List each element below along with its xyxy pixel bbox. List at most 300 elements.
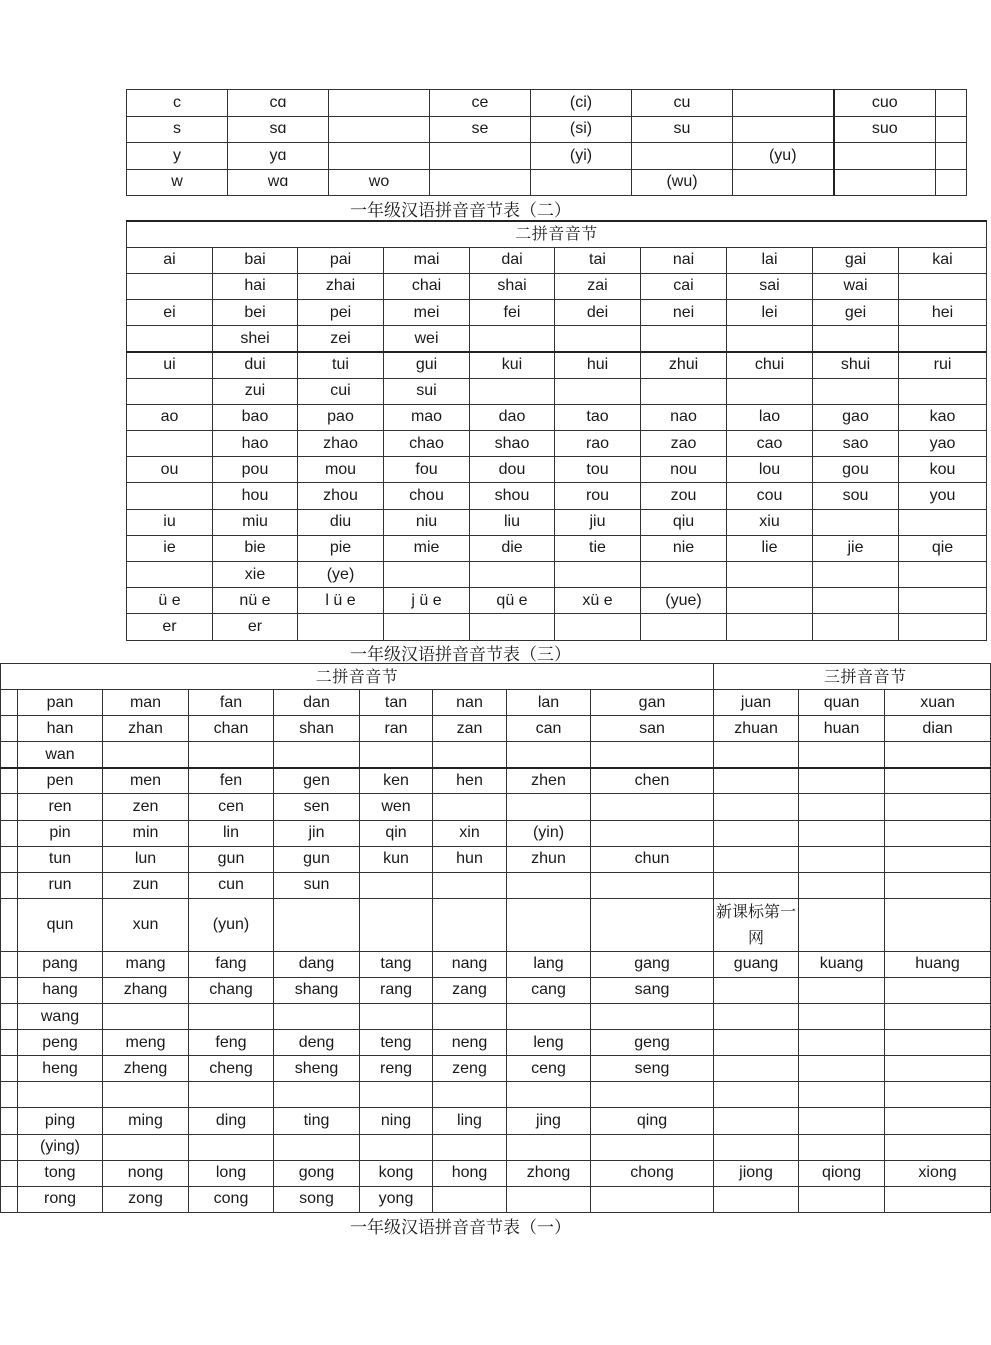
syllable-cell <box>470 378 555 404</box>
syllable-cell: rou <box>555 483 641 509</box>
syllable-cell: s <box>127 116 228 143</box>
syllable-cell: mie <box>384 535 470 561</box>
syllable-cell <box>714 1030 799 1056</box>
syllable-cell <box>714 768 799 794</box>
syllable-cell: nan <box>433 690 507 716</box>
syllable-cell <box>733 90 834 117</box>
syllable-cell <box>360 742 433 768</box>
syllable-cell: yɑ <box>228 143 329 170</box>
syllable-cell <box>899 588 987 614</box>
table-row <box>1 690 991 716</box>
syllable-cell: ming <box>103 1108 189 1134</box>
syllable-cell: gan <box>591 690 714 716</box>
syllable-cell: xun <box>103 898 189 951</box>
syllable-cell: suo <box>834 116 936 143</box>
syllable-cell <box>433 1134 507 1160</box>
syllable-cell <box>813 614 899 640</box>
syllable-cell: shou <box>470 483 555 509</box>
syllable-cell <box>507 794 591 820</box>
syllable-cell: cheng <box>189 1056 274 1082</box>
syllable-cell <box>1 1082 18 1108</box>
syllable-cell <box>274 742 360 768</box>
syllable-cell: sai <box>727 273 813 299</box>
table-row <box>1 742 991 768</box>
syllable-cell <box>591 1004 714 1030</box>
syllable-cell: han <box>18 716 103 742</box>
syllable-cell: rui <box>899 352 987 378</box>
syllable-cell <box>1 742 18 768</box>
syllable-cell <box>936 90 967 117</box>
syllable-cell: pei <box>298 300 384 326</box>
syllable-cell: bie <box>213 535 298 561</box>
syllable-cell <box>433 742 507 768</box>
syllable-cell <box>531 169 632 196</box>
syllable-cell: zong <box>103 1186 189 1212</box>
syllable-cell: lang <box>507 951 591 977</box>
syllable-cell: lao <box>727 404 813 430</box>
syllable-cell <box>329 143 430 170</box>
syllable-cell <box>127 561 213 587</box>
syllable-cell: gang <box>591 951 714 977</box>
syllable-cell: zou <box>641 483 727 509</box>
syllable-cell <box>1 846 18 872</box>
syllable-cell: gou <box>813 457 899 483</box>
syllable-cell <box>360 898 433 951</box>
syllable-cell: ü e <box>127 588 213 614</box>
syllable-cell <box>799 872 885 898</box>
syllable-cell <box>714 977 799 1003</box>
syllable-cell: peng <box>18 1030 103 1056</box>
syllable-cell: nie <box>641 535 727 561</box>
syllable-cell <box>885 1004 991 1030</box>
table-row <box>127 483 987 509</box>
syllable-cell: nü e <box>213 588 298 614</box>
syllable-cell: deng <box>274 1030 360 1056</box>
syllable-cell: lin <box>189 820 274 846</box>
table-row <box>1 951 991 977</box>
syllable-cell <box>360 1082 433 1108</box>
syllable-cell: zui <box>213 378 298 404</box>
table-row <box>127 535 987 561</box>
syllable-cell <box>507 1186 591 1212</box>
syllable-cell: pao <box>298 404 384 430</box>
syllable-cell: xiu <box>727 509 813 535</box>
syllable-cell <box>799 742 885 768</box>
syllable-cell: chao <box>384 431 470 457</box>
syllable-cell: (yi) <box>531 143 632 170</box>
table-row <box>127 169 967 196</box>
syllable-cell: cao <box>727 431 813 457</box>
syllable-cell: dan <box>274 690 360 716</box>
syllable-cell: chou <box>384 483 470 509</box>
syllable-cell: nai <box>641 247 727 273</box>
syllable-cell: ping <box>18 1108 103 1134</box>
syllable-cell: gun <box>274 846 360 872</box>
syllable-cell: zun <box>103 872 189 898</box>
syllable-cell: neng <box>433 1030 507 1056</box>
syllable-cell: leng <box>507 1030 591 1056</box>
syllable-cell <box>834 143 936 170</box>
syllable-cell: dai <box>470 247 555 273</box>
syllable-cell: liu <box>470 509 555 535</box>
syllable-cell <box>714 1134 799 1160</box>
syllable-cell <box>591 1082 714 1108</box>
syllable-cell <box>1 1056 18 1082</box>
syllable-cell: pou <box>213 457 298 483</box>
syllable-cell: hun <box>433 846 507 872</box>
watermark-note: 新课标第一网 <box>714 898 799 951</box>
syllable-cell <box>507 898 591 951</box>
syllable-cell <box>507 1134 591 1160</box>
syllable-cell <box>714 742 799 768</box>
syllable-table-top-body <box>127 90 967 196</box>
syllable-cell: cong <box>189 1186 274 1212</box>
syllable-cell: min <box>103 820 189 846</box>
syllable-cell: j ü e <box>384 588 470 614</box>
syllable-cell <box>733 116 834 143</box>
syllable-cell <box>799 977 885 1003</box>
syllable-cell: ceng <box>507 1056 591 1082</box>
syllable-cell <box>507 1004 591 1030</box>
syllable-table-bottom <box>0 663 991 1213</box>
syllable-cell: die <box>470 535 555 561</box>
syllable-cell: rao <box>555 431 641 457</box>
syllable-cell: kui <box>470 352 555 378</box>
table-row <box>127 457 987 483</box>
syllable-cell <box>360 1004 433 1030</box>
table-row <box>1 1056 991 1082</box>
table-row <box>127 561 987 587</box>
syllable-cell: qing <box>591 1108 714 1134</box>
table-row <box>127 247 987 273</box>
table-row <box>127 90 967 117</box>
syllable-cell <box>813 588 899 614</box>
syllable-cell: gai <box>813 247 899 273</box>
syllable-cell: zhuan <box>714 716 799 742</box>
syllable-cell: meng <box>103 1030 189 1056</box>
syllable-cell: dang <box>274 951 360 977</box>
syllable-cell: (yun) <box>189 898 274 951</box>
table-row <box>127 614 987 640</box>
table-caption-one: 一年级汉语拼音音节表（一） <box>350 1218 571 1238</box>
syllable-cell <box>555 378 641 404</box>
syllable-cell: (yu) <box>733 143 834 170</box>
syllable-cell <box>714 1108 799 1134</box>
syllable-cell: zhao <box>298 431 384 457</box>
syllable-cell <box>714 1056 799 1082</box>
syllable-cell: zao <box>641 431 727 457</box>
table-row <box>127 273 987 299</box>
syllable-cell <box>899 509 987 535</box>
syllable-cell: jiong <box>714 1160 799 1186</box>
syllable-cell: seng <box>591 1056 714 1082</box>
syllable-cell: chang <box>189 977 274 1003</box>
table-row <box>1 1082 991 1108</box>
syllable-cell: lun <box>103 846 189 872</box>
syllable-cell: hen <box>433 768 507 794</box>
syllable-cell <box>1 820 18 846</box>
syllable-cell: jiu <box>555 509 641 535</box>
syllable-cell <box>714 1082 799 1108</box>
syllable-cell: fang <box>189 951 274 977</box>
table-row <box>1 1160 991 1186</box>
syllable-cell: er <box>213 614 298 640</box>
syllable-cell <box>899 273 987 299</box>
syllable-cell: heng <box>18 1056 103 1082</box>
syllable-cell: gong <box>274 1160 360 1186</box>
syllable-cell <box>507 742 591 768</box>
syllable-cell <box>727 588 813 614</box>
syllable-cell <box>714 846 799 872</box>
syllable-cell: cui <box>298 378 384 404</box>
syllable-cell <box>555 614 641 640</box>
syllable-cell: mei <box>384 300 470 326</box>
syllable-cell: wei <box>384 326 470 352</box>
table-row <box>127 143 967 170</box>
syllable-cell: ting <box>274 1108 360 1134</box>
syllable-cell: mang <box>103 951 189 977</box>
syllable-cell: rang <box>360 977 433 1003</box>
syllable-cell <box>591 1186 714 1212</box>
syllable-cell: dou <box>470 457 555 483</box>
syllable-cell <box>885 1056 991 1082</box>
syllable-cell: ling <box>433 1108 507 1134</box>
syllable-cell <box>591 820 714 846</box>
syllable-cell <box>470 614 555 640</box>
syllable-cell: gao <box>813 404 899 430</box>
syllable-cell <box>507 872 591 898</box>
syllable-cell: xie <box>213 561 298 587</box>
syllable-cell: zei <box>298 326 384 352</box>
syllable-cell <box>714 1186 799 1212</box>
syllable-cell: dui <box>213 352 298 378</box>
syllable-cell: (yin) <box>507 820 591 846</box>
syllable-cell <box>591 872 714 898</box>
syllable-cell: ui <box>127 352 213 378</box>
syllable-cell <box>799 1186 885 1212</box>
syllable-cell: hong <box>433 1160 507 1186</box>
syllable-cell <box>1 1108 18 1134</box>
syllable-cell: sun <box>274 872 360 898</box>
syllable-cell <box>899 561 987 587</box>
syllable-cell <box>189 1134 274 1160</box>
syllable-cell <box>813 378 899 404</box>
syllable-cell <box>727 326 813 352</box>
syllable-cell: gen <box>274 768 360 794</box>
syllable-cell: (ci) <box>531 90 632 117</box>
syllable-cell <box>360 872 433 898</box>
syllable-cell: sen <box>274 794 360 820</box>
syllable-cell: gun <box>189 846 274 872</box>
syllable-cell <box>885 768 991 794</box>
syllable-cell: (si) <box>531 116 632 143</box>
syllable-cell: zhen <box>507 768 591 794</box>
syllable-cell: (ye) <box>298 561 384 587</box>
syllable-cell: nang <box>433 951 507 977</box>
syllable-cell <box>1 872 18 898</box>
syllable-cell: wang <box>18 1004 103 1030</box>
table-row <box>127 509 987 535</box>
syllable-cell <box>1 716 18 742</box>
syllable-cell <box>885 1108 991 1134</box>
syllable-cell <box>899 614 987 640</box>
syllable-cell: miu <box>213 509 298 535</box>
syllable-cell: cang <box>507 977 591 1003</box>
syllable-cell: qun <box>18 898 103 951</box>
syllable-cell: su <box>632 116 733 143</box>
syllable-cell: ce <box>430 90 531 117</box>
syllable-cell: cuo <box>834 90 936 117</box>
syllable-cell: dei <box>555 300 641 326</box>
syllable-cell <box>936 143 967 170</box>
table-row <box>127 431 987 457</box>
syllable-table-top <box>126 89 967 196</box>
syllable-cell <box>430 169 531 196</box>
syllable-cell <box>936 169 967 196</box>
syllable-cell <box>433 872 507 898</box>
syllable-cell <box>103 1004 189 1030</box>
section-header-three-part: 三拼音音节 <box>714 664 991 690</box>
syllable-cell: rong <box>18 1186 103 1212</box>
syllable-cell <box>298 614 384 640</box>
syllable-cell <box>1 794 18 820</box>
syllable-cell <box>189 742 274 768</box>
syllable-cell: kai <box>899 247 987 273</box>
syllable-cell <box>1 690 18 716</box>
syllable-cell: ei <box>127 300 213 326</box>
syllable-cell: tao <box>555 404 641 430</box>
syllable-cell <box>714 820 799 846</box>
syllable-cell: ao <box>127 404 213 430</box>
syllable-cell: juan <box>714 690 799 716</box>
syllable-cell: zang <box>433 977 507 1003</box>
syllable-cell: geng <box>591 1030 714 1056</box>
syllable-table-bottom-body <box>1 664 991 1213</box>
syllable-cell: lai <box>727 247 813 273</box>
syllable-cell: tang <box>360 951 433 977</box>
syllable-cell <box>641 614 727 640</box>
syllable-cell: wen <box>360 794 433 820</box>
syllable-cell: chai <box>384 273 470 299</box>
syllable-cell: cen <box>189 794 274 820</box>
syllable-cell <box>813 561 899 587</box>
syllable-cell: zhai <box>298 273 384 299</box>
syllable-cell: mou <box>298 457 384 483</box>
syllable-cell <box>555 561 641 587</box>
syllable-cell: gei <box>813 300 899 326</box>
table-row <box>127 352 987 378</box>
syllable-cell: zhui <box>641 352 727 378</box>
syllable-cell <box>1 1004 18 1030</box>
syllable-cell: y <box>127 143 228 170</box>
syllable-cell: wɑ <box>228 169 329 196</box>
syllable-cell <box>799 794 885 820</box>
syllable-cell: tou <box>555 457 641 483</box>
syllable-cell: kuang <box>799 951 885 977</box>
syllable-cell: long <box>189 1160 274 1186</box>
syllable-cell <box>507 1082 591 1108</box>
syllable-cell: hui <box>555 352 641 378</box>
syllable-cell: shao <box>470 431 555 457</box>
syllable-cell <box>274 1004 360 1030</box>
syllable-cell <box>470 326 555 352</box>
syllable-cell: shan <box>274 716 360 742</box>
syllable-cell: xiong <box>885 1160 991 1186</box>
table-row <box>127 404 987 430</box>
syllable-table-middle <box>126 220 987 641</box>
syllable-cell <box>1 977 18 1003</box>
syllable-cell <box>714 1004 799 1030</box>
syllable-cell: zai <box>555 273 641 299</box>
syllable-cell: chen <box>591 768 714 794</box>
syllable-cell: pang <box>18 951 103 977</box>
syllable-cell <box>384 561 470 587</box>
syllable-cell: ai <box>127 247 213 273</box>
syllable-cell: pen <box>18 768 103 794</box>
table-row <box>127 588 987 614</box>
table-row <box>1 1108 991 1134</box>
syllable-cell <box>714 794 799 820</box>
syllable-cell <box>899 378 987 404</box>
syllable-cell: ning <box>360 1108 433 1134</box>
syllable-cell: fei <box>470 300 555 326</box>
section-header-two-part: 二拼音音节 <box>1 664 714 690</box>
syllable-cell <box>189 1004 274 1030</box>
syllable-cell <box>885 820 991 846</box>
syllable-cell: (wu) <box>632 169 733 196</box>
syllable-cell: guang <box>714 951 799 977</box>
syllable-cell: bai <box>213 247 298 273</box>
syllable-cell <box>799 1082 885 1108</box>
syllable-cell: nong <box>103 1160 189 1186</box>
syllable-cell <box>103 742 189 768</box>
table-row <box>1 716 991 742</box>
syllable-cell <box>1 898 18 951</box>
syllable-cell: fou <box>384 457 470 483</box>
syllable-cell <box>727 561 813 587</box>
syllable-cell <box>384 614 470 640</box>
table-row <box>127 300 987 326</box>
syllable-cell: mai <box>384 247 470 273</box>
table-row <box>1 898 991 951</box>
syllable-cell: sheng <box>274 1056 360 1082</box>
syllable-cell: xuan <box>885 690 991 716</box>
syllable-cell: huang <box>885 951 991 977</box>
syllable-cell: shang <box>274 977 360 1003</box>
syllable-cell: fen <box>189 768 274 794</box>
syllable-cell: zen <box>103 794 189 820</box>
syllable-cell: hou <box>213 483 298 509</box>
syllable-cell: zhan <box>103 716 189 742</box>
table-row <box>1 1004 991 1030</box>
syllable-cell: nao <box>641 404 727 430</box>
syllable-cell <box>885 1186 991 1212</box>
syllable-cell <box>274 1134 360 1160</box>
syllable-cell <box>885 794 991 820</box>
syllable-cell: yao <box>899 431 987 457</box>
syllable-cell: jin <box>274 820 360 846</box>
syllable-cell: qie <box>899 535 987 561</box>
syllable-cell: sang <box>591 977 714 1003</box>
syllable-cell: cu <box>632 90 733 117</box>
syllable-cell: tong <box>18 1160 103 1186</box>
syllable-cell: lei <box>727 300 813 326</box>
syllable-cell <box>1 1160 18 1186</box>
syllable-cell <box>591 794 714 820</box>
syllable-cell: er <box>127 614 213 640</box>
syllable-cell: shui <box>813 352 899 378</box>
syllable-cell <box>641 561 727 587</box>
